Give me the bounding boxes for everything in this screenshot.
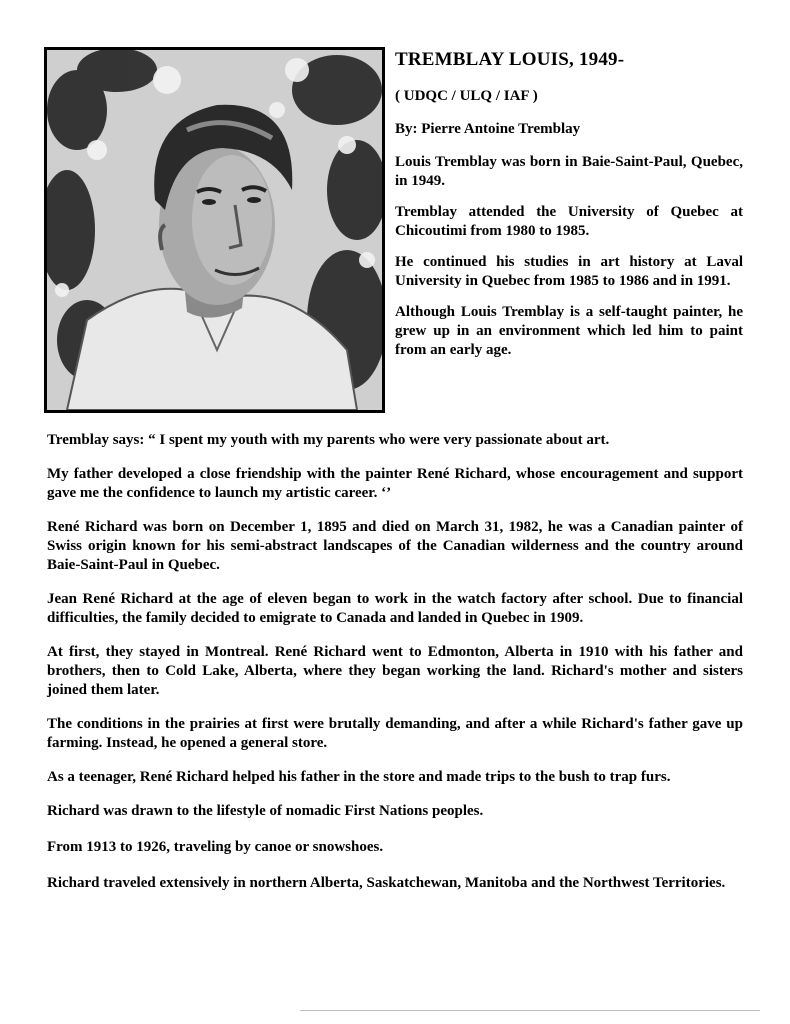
- bottom-divider: [300, 1010, 760, 1011]
- paragraph: René Richard was born on December 1, 1895 and died on March 31, 1982, he was a Canadian painter of Swiss origin known for his semi-abstract landscapes of the Canadian wilderness and the country around Baie-Saint-Paul in Quebec.: [47, 519, 743, 573]
- paragraph: Although Louis Tremblay is a self-taught painter, he grew up in an environment which led him to paint from an early age.: [395, 304, 743, 358]
- paragraph: At first, they stayed in Montreal. René Richard went to Edmonton, Alberta in 1910 with his father and brothers, then to Cold Lake, Alberta, where they began working the land. Richard's mother and sisters joined them later.: [47, 644, 743, 698]
- paragraph: From 1913 to 1926, traveling by canoe or snowshoes.: [47, 839, 384, 855]
- paragraph: Tremblay attended the University of Quebec at Chicoutimi from 1980 to 1985.: [395, 204, 743, 239]
- paragraph: Richard traveled extensively in northern Alberta, Saskatchewan, Manitoba and the Northwest Territories.: [47, 875, 726, 891]
- paragraph: Jean René Richard at the age of eleven began to work in the watch factory after school. Due to financial difficulties, the family decided to emigrate to Canada and landed in Quebec in 1909.: [47, 591, 743, 626]
- portrait-photo-icon: [47, 50, 382, 410]
- paragraph: My father developed a close friendship with the painter René Richard, whose encouragement and support gave me the confidence to launch my artistic career. ‘’: [47, 466, 743, 501]
- paragraph: He continued his studies in art history at Laval University in Quebec from 1985 to 1986 and in 1991.: [395, 254, 743, 289]
- paragraph: Louis Tremblay was born in Baie-Saint-Paul, Quebec, in 1949.: [395, 154, 743, 189]
- side-column: [395, 47, 743, 360]
- codes-line: ( UDQC / ULQ / IAF ): [395, 88, 538, 104]
- paragraph: Richard was drawn to the lifestyle of nomadic First Nations peoples.: [47, 803, 484, 819]
- portrait-photo: [44, 47, 385, 413]
- paragraph: As a teenager, René Richard helped his father in the store and made trips to the bush to trap furs.: [47, 769, 671, 785]
- byline: By: Pierre Antoine Tremblay: [395, 121, 581, 137]
- page-title: TREMBLAY LOUIS, 1949-: [395, 49, 625, 70]
- paragraph: The conditions in the prairies at first were brutally demanding, and after a while Richard's father gave up farming. Instead, he opened a general store.: [47, 716, 743, 751]
- body-text: [47, 431, 743, 908]
- paragraph: Tremblay says: “ I spent my youth with my parents who were very passionate about art.: [47, 432, 610, 448]
